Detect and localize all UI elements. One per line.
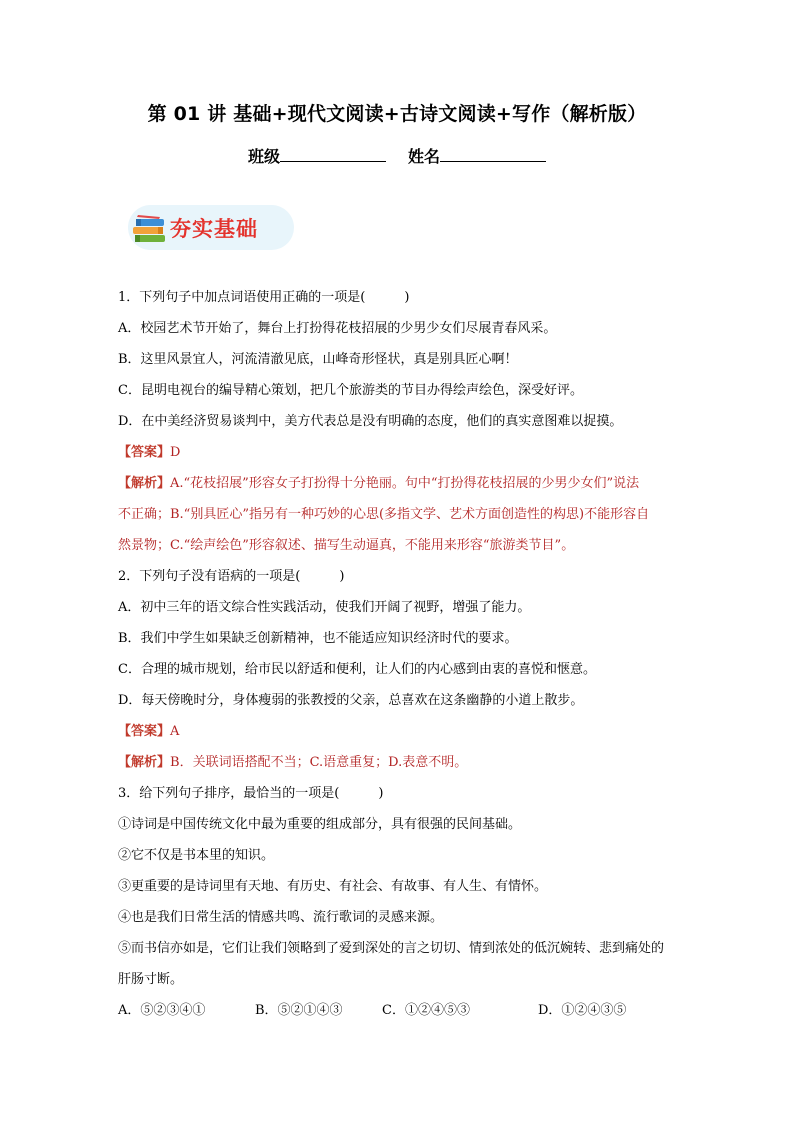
question-3-sentence: ⑤而书信亦如是，它们让我们领略到了爱到深处的言之切切、情到浓处的低沉婉转、悲到痛处的 — [118, 941, 665, 956]
name-blank[interactable] — [440, 146, 546, 162]
question-2-option-d: D．每天傍晚时分，身体瘦弱的张教授的父亲，总喜欢在这条幽静的小道上散步。 — [118, 693, 584, 708]
question-1-option-d: D．在中美经济贸易谈判中，美方代表总是没有明确的态度，他们的真实意图难以捉摸。 — [118, 414, 623, 429]
analysis-text: B．关联词语搭配不当；C.语意重复；D.表意不明。 — [170, 755, 468, 770]
analysis-label: 【解析】 — [118, 476, 171, 491]
question-2-analysis-line — [118, 747, 718, 778]
books-icon — [131, 213, 169, 245]
student-info-line — [0, 144, 794, 167]
question-1-analysis-line: 不正确；B.“别具匠心”指另有一种巧妙的心思(多指文学、艺术方面创造性的构思)不能形容自 — [118, 507, 650, 522]
question-2-stem: 2．下列句子没有语病的一项是( ) — [118, 569, 345, 584]
question-3-choices — [118, 995, 718, 1026]
question-1-option-b: B．这里风景宜人，河流清澈见底，山峰奇形怪状，真是别具匠心啊！ — [118, 352, 518, 367]
questions-content — [118, 282, 718, 1026]
name-label: 姓名 — [408, 147, 441, 166]
section-banner — [128, 205, 294, 250]
question-3-sentence: ①诗词是中国传统文化中最为重要的组成部分，具有很强的民间基础。 — [118, 817, 522, 832]
question-3-stem: 3．给下列句子排序，最恰当的一项是( ) — [118, 786, 384, 801]
class-blank[interactable] — [280, 146, 386, 162]
banner-title: 夯实基础 — [170, 217, 258, 241]
analysis-text: A.“花枝招展”形容女子打扮得十分艳丽。句中“打扮得花枝招展的少男少女们”说法 — [170, 476, 640, 491]
question-2-option-c: C．合理的城市规划，给市民以舒适和便利，让人们的内心感到由衷的喜悦和惬意。 — [118, 662, 596, 677]
document-title: 第 01 讲 基础+现代文阅读+古诗文阅读+写作（解析版） — [147, 103, 647, 125]
question-3-sentence: 肝肠寸断。 — [118, 972, 184, 987]
question-1-analysis-line — [118, 468, 718, 499]
choice-a: A．⑤②③④① — [118, 1003, 206, 1018]
question-1-option-a: A．校园艺术节开始了，舞台上打扮得花枝招展的少男少女们尽展青春风采。 — [118, 321, 557, 336]
question-3-sentence: ④也是我们日常生活的情感共鸣、流行歌词的灵感来源。 — [118, 910, 444, 925]
choice-c: C．①②④⑤③ — [382, 1003, 470, 1018]
question-3-sentence: ③更重要的是诗词里有天地、有历史、有社会、有故事、有人生、有情怀。 — [118, 879, 548, 894]
answer-value: D — [170, 445, 181, 460]
choice-d: D．①②④③⑤ — [538, 1003, 627, 1018]
question-2-option-b: B．我们中学生如果缺乏创新精神，也不能适应知识经济时代的要求。 — [118, 631, 518, 646]
question-2-answer — [118, 716, 718, 747]
answer-label: 【答案】 — [118, 445, 171, 460]
question-1-analysis-line: 然景物；C.“绘声绘色”形容叙述、描写生动逼真，不能用来形容“旅游类节目”。 — [118, 538, 575, 553]
choice-b: B．⑤②①④③ — [255, 1003, 343, 1018]
answer-value: A — [170, 724, 180, 739]
question-1-stem: 1．下列句子中加点词语使用正确的一项是( ) — [118, 290, 410, 305]
analysis-label: 【解析】 — [118, 755, 171, 770]
answer-label: 【答案】 — [118, 724, 171, 739]
question-3-sentence: ②它不仅是书本里的知识。 — [118, 848, 275, 863]
question-1-answer — [118, 437, 718, 468]
question-2-option-a: A．初中三年的语文综合性实践活动，使我们开阔了视野，增强了能力。 — [118, 600, 531, 615]
class-label: 班级 — [247, 147, 280, 166]
question-1-option-c: C．昆明电视台的编导精心策划，把几个旅游类的节目办得绘声绘色，深受好评。 — [118, 383, 583, 398]
